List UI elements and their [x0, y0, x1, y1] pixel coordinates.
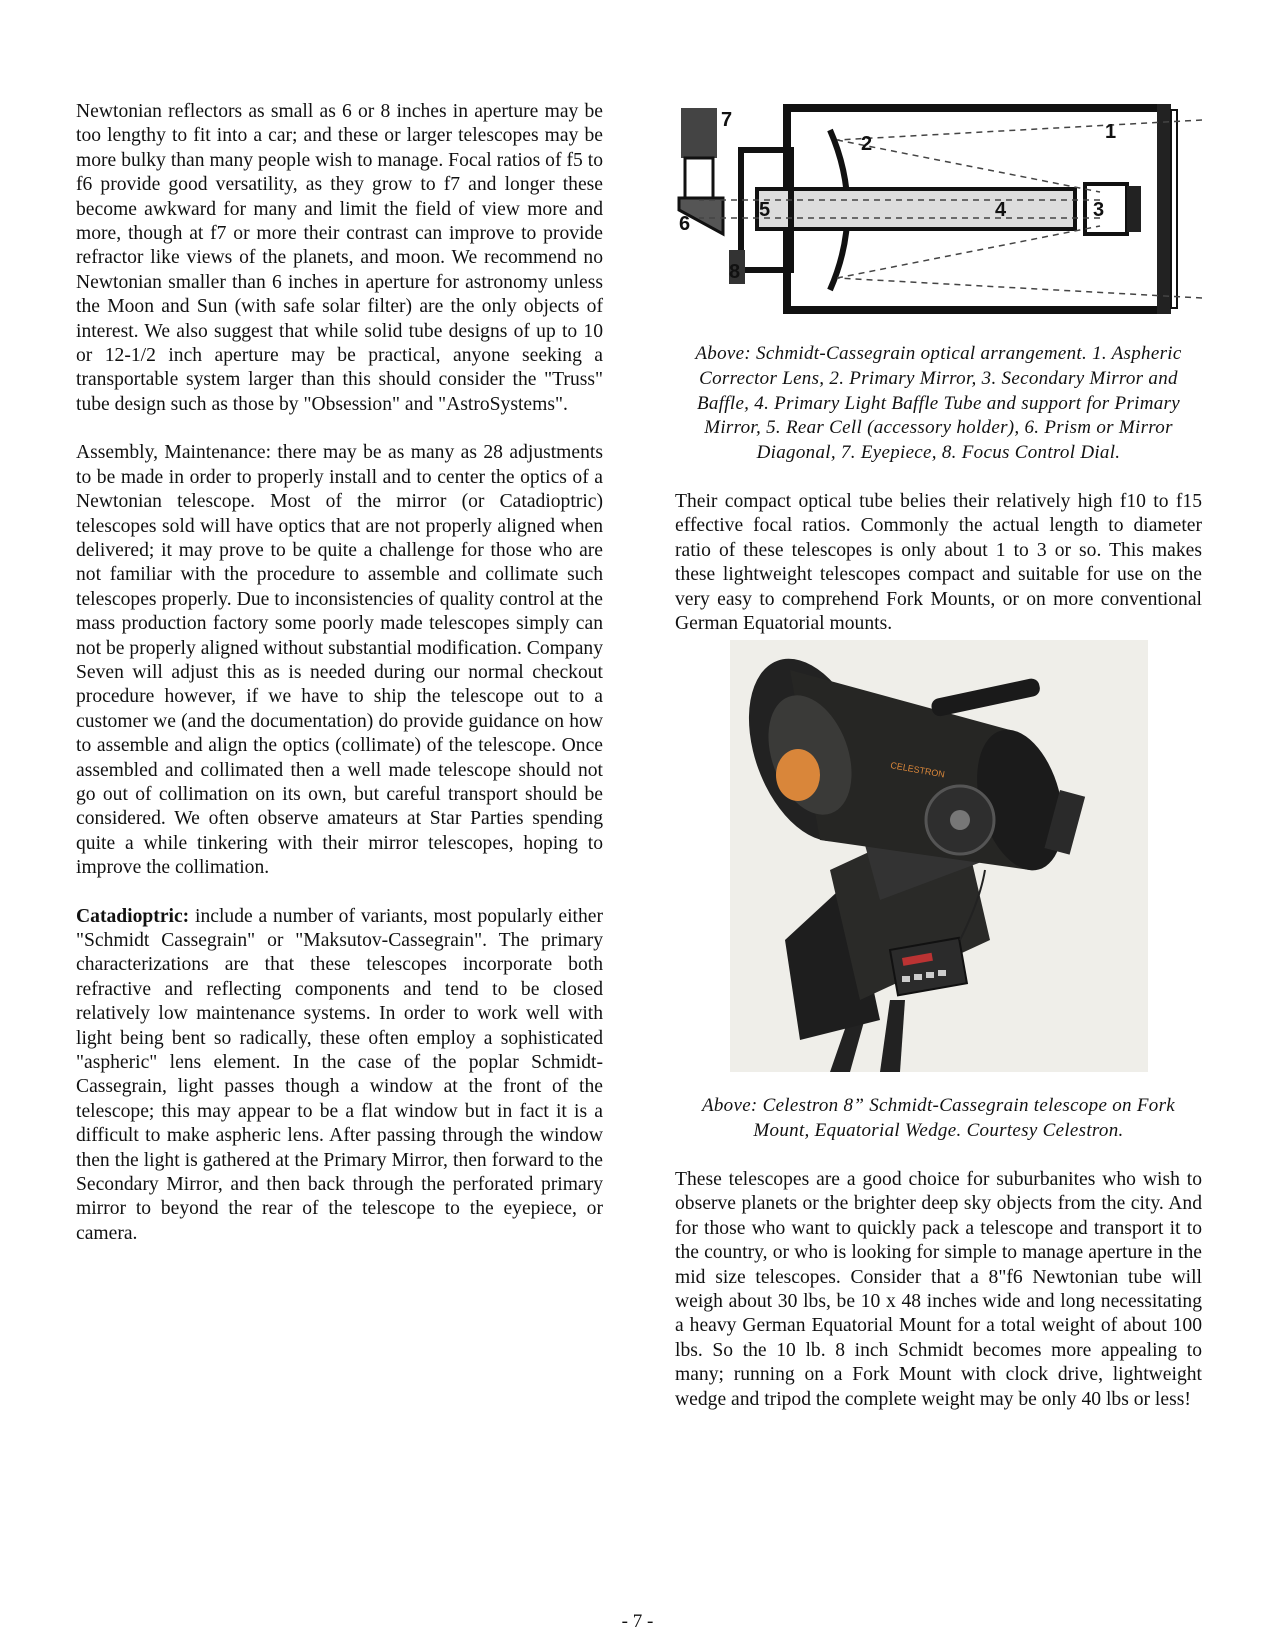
diagram-label-8: 8: [729, 261, 741, 283]
diagram-caption: Above: Schmidt-Cassegrain optical arrangement. 1. Aspheric Corrector Lens, 2. Primary Mirror, 3. Secondary Mirror and Baffle, 4. Primary Light Baffle Tube and support for Primary Mirror, 5. Rear Cell (accessory holder), 6. Prism or Mirror Diagonal, 7. Eyepiece, 8. Focus Control Dial.: [695, 343, 1182, 464]
diagram-label-3: 3: [1093, 199, 1105, 221]
photo-brand-text: CELESTRON: [889, 760, 946, 780]
paragraph-assembly: Assembly, Maintenance: there may be as many as 28 adjustments to be made in order to properly install and to center the optics of a Newtonian telescope. Most of the mirror (or Catadioptric) telescopes sold will have optics that are not properly aligned when delivered; it may prove to be quite a challenge for those who are not familiar with the procedure to assemble and collimate such telescopes properly. Due to inconsistencies of quality control at the mass production factory some poorly made telescopes simply can not be properly aligned without substantial modification. Company Seven will adjust this as is needed during our normal checkout procedure however, if we have to ship the telescope out to a customer we (and the documentation) do provide guidance on how to assemble and align the optics (collimate) of the telescope. Once assembled and collimated then a well made telescope should not go out of collimation on its own, but careful transport should be considered. We often observe amateurs at Star Parties spending quite a while tinkering with their mirror telescopes, hoping to improve the collimation.: [76, 442, 603, 879]
diagram-label-4: 4: [995, 199, 1007, 221]
catadioptric-body: include a number of variants, most popularly either "Schmidt Cassegrain" or "Maksutov-Cassegrain". The primary characterizations are that these telescopes incorporate both refractive and reflecting components and tend to be closed relatively low maintenance systems. In order to work well with light being bent so radically, these often employ a sophisticated "aspheric" lens element. In the case of the poplar Schmidt-Cassegrain, light passes though a window at the front of the telescope; this may appear to be a flat window but in fact it is a difficult to make aspheric lens. After passing through the window then the light is gathered at the Primary Mirror, then forward to the Secondary Mirror, and then back through the perforated primary mirror to beyond the rear of the telescope to the eyepiece, or camera.: [76, 905, 603, 1244]
diagram-label-5: 5: [759, 199, 771, 221]
page-number: - 7 -: [621, 1611, 654, 1632]
celestron-telescope-photo: [730, 640, 1148, 1072]
paragraph-newtonian: Newtonian reflectors as small as 6 or 8 inches in aperture may be too lengthy to fit into a car; and these or larger telescopes may be more bulky than many people wish to manage. Focal ratios of f5 to f6 provide good versatility, as they grow to f7 and longer these become awkward for many and limit the field of view more and more, though at f7 or more their contrast can improve to provide refractor like views of the planets, and moon. We recommend no Newtonian smaller than 6 inches in aperture for astronomy unless the Moon and Sun (with safe solar filter) are the only objects of interest. We also suggest that while solid tube designs of up to 10 or 12-1/2 inch aperture may be practical, anyone seeking a transportable system larger than this should consider the "Truss" tube design such as those by "Obsession" and "AstroSystems".: [76, 101, 603, 415]
paragraph-suburbanites: These telescopes are a good choice for suburbanites who wish to observe planets or the brighter deep sky objects from the city. And for those who want to quickly pack a telescope and transport it to the country, or who is looking for simple to manage aperture in the mid size telescopes. Consider that a 8"f6 Newtonian tube will weigh about 30 lbs, be 10 x 48 inches wide and long necessitating a heavy German Equatorial Mount for a total weight of about 100 lbs. So the 10 lb. 8 inch Schmidt becomes more appealing to many; running on a Fork Mount with clock drive, lightweight wedge and tripod the complete weight may be only 40 lbs or less!: [675, 1169, 1202, 1410]
paragraph-catadioptric: [76, 905, 603, 1247]
catadioptric-heading: Catadioptric:: [76, 905, 190, 927]
paragraph-compact-tube: Their compact optical tube belies their relatively high f10 to f15 effective focal ratios. Commonly the actual length to diameter ratio of these telescopes is only about 1 to 3 or so. This makes these lightweight telescopes compact and suitable for use on the very easy to comprehend Fork Mounts, or on more conventional German Equatorial mounts.: [675, 490, 1202, 635]
diagram-label-2: 2: [861, 133, 873, 155]
diagram-label-6: 6: [679, 213, 691, 235]
right-column: [675, 100, 1202, 1412]
photo-caption: Above: Celestron 8” Schmidt-Cassegrain telescope on Fork Mount, Equatorial Wedge. Courtesy Celestron.: [701, 1095, 1176, 1142]
diagram-label-7: 7: [721, 109, 733, 131]
left-column: [76, 100, 603, 1246]
schmidt-cassegrain-diagram: [675, 100, 1202, 322]
diagram-label-1: 1: [1105, 121, 1117, 143]
